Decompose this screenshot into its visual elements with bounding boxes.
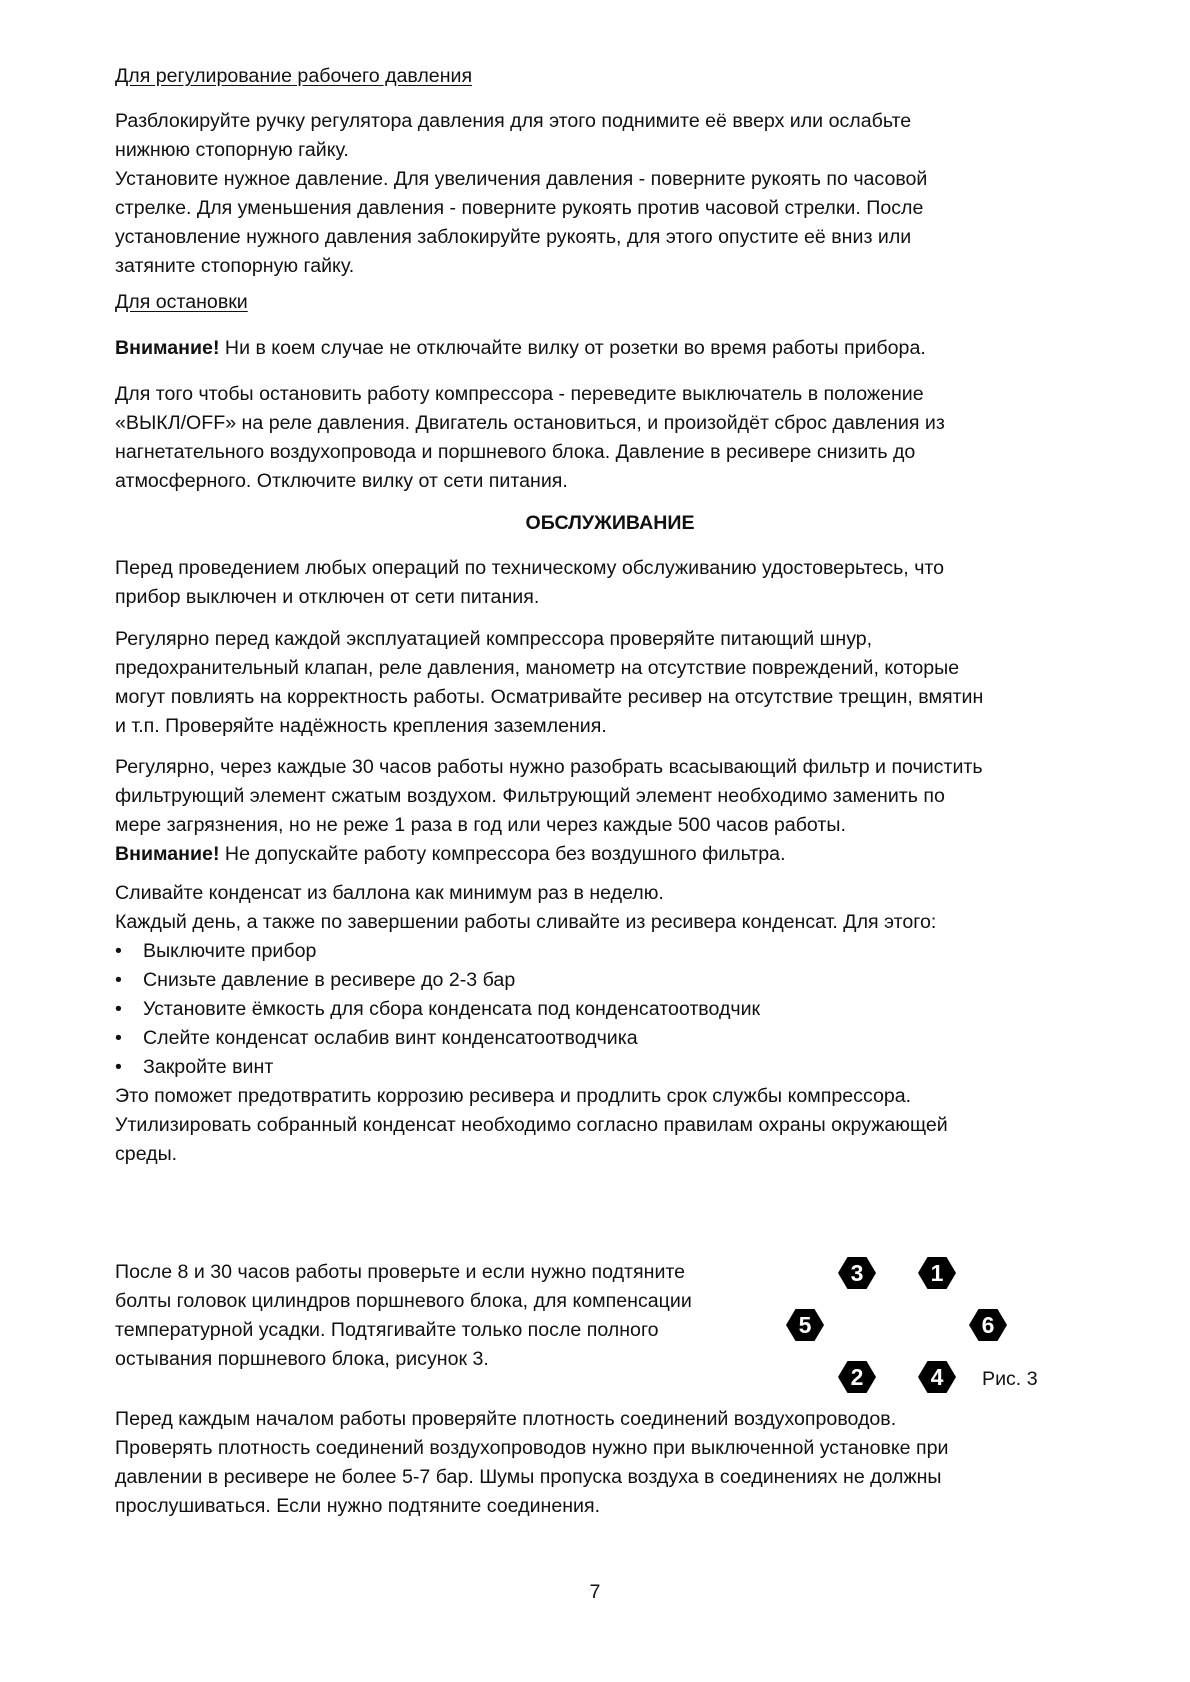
maintenance-para-7 — [115, 1405, 1105, 1521]
stop-section-title: Для остановки — [115, 291, 248, 313]
text-line: среды. — [115, 1143, 178, 1165]
warning-label: Внимание! — [115, 843, 220, 865]
bullet-icon: • — [115, 1027, 122, 1049]
bolt-number: 6 — [981, 1312, 995, 1338]
stop-warning — [115, 334, 1105, 363]
hex-bolt-icon — [969, 1309, 1007, 1341]
list-item — [115, 1024, 1105, 1053]
text-line: нагнетательного воздухопровода и поршневого блока. Давление в ресивере снизить до — [115, 441, 916, 463]
list-item — [115, 966, 1105, 995]
page-number: 7 — [589, 1581, 601, 1603]
text-line: Регулярно, через каждые 30 часов работы нужно разобрать всасывающий фильтр и почистить — [115, 756, 983, 778]
drain-steps-list — [115, 937, 1105, 1082]
text-line: затяните стопорную гайку. — [115, 255, 355, 277]
hex-bolt-icon — [786, 1309, 824, 1341]
text-line: и т.п. Проверяйте надёжность крепления заземления. — [115, 715, 607, 737]
bullet-icon: • — [115, 940, 122, 962]
text-line: Установите нужное давление. Для увеличения давления - поверните рукоять по часовой — [115, 168, 928, 190]
list-item — [115, 937, 1105, 966]
text-line: фильтрующий элемент сжатым воздухом. Фильтрующий элемент необходимо заменить по — [115, 785, 945, 807]
text-line: стрелке. Для уменьшения давления - поверните рукоять против часовой стрелки. После — [115, 197, 924, 219]
maintenance-para-6 — [115, 1258, 755, 1374]
text-line: Регулярно перед каждой эксплуатацией компрессора проверяйте питающий шнур, — [115, 628, 873, 650]
text-line: мере загрязнения, но не реже 1 раза в год или через каждые 500 часов работы. — [115, 814, 846, 836]
text-line: температурной усадки. Подтягивайте только после полного — [115, 1319, 659, 1341]
text-line: прибор выключен и отключен от сети питания. — [115, 586, 540, 608]
hex-bolt-icon — [918, 1361, 956, 1393]
text-line: Разблокируйте ручку регулятора давления для этого поднимите её вверх или ослабьте — [115, 110, 912, 132]
filter-warning — [115, 840, 1105, 869]
text-line: болты головок цилиндров поршневого блока, для компенсации — [115, 1290, 692, 1312]
text-line: Утилизировать собранный конденсат необходимо согласно правилам охраны окружающей — [115, 1114, 948, 1136]
text-line: «ВЫКЛ/OFF» на реле давления. Двигатель остановиться, и произойдёт сброс давления из — [115, 412, 945, 434]
bullet-icon: • — [115, 1056, 122, 1078]
figure-caption: Рис. 3 — [982, 1368, 1038, 1390]
bolt-number: 1 — [930, 1260, 944, 1286]
text-line: предохранительный клапан, реле давления, манометр на отсутствие повреждений, которые — [115, 657, 960, 679]
maintenance-para-3 — [115, 753, 1105, 869]
bolt-number: 5 — [798, 1312, 812, 1338]
warning-label: Внимание! — [115, 337, 220, 359]
text-line: нижнюю стопорную гайку. — [115, 139, 349, 161]
hex-bolt-icon — [838, 1257, 876, 1289]
bolt-order-figure — [770, 1240, 1090, 1400]
maintenance-para-2 — [115, 625, 1105, 741]
warning-text: Не допускайте работу компрессора без воздушного фильтра. — [219, 843, 786, 865]
maintenance-heading: ОБСЛУЖИВАНИЕ — [525, 512, 695, 534]
list-item-text: Снизьте давление в ресивере до 2-3 бар — [143, 969, 516, 991]
hex-bolt-icon — [838, 1361, 876, 1393]
list-item — [115, 1053, 1105, 1082]
text-line: давлении в ресивере не более 5-7 бар. Шумы пропуска воздуха в соединениях не должны — [115, 1466, 942, 1488]
hex-bolt-icon — [918, 1257, 956, 1289]
warning-text: Ни в коем случае не отключайте вилку от розетки во время работы прибора. — [219, 337, 926, 359]
maintenance-para-4 — [115, 879, 1105, 937]
bullet-icon: • — [115, 998, 122, 1020]
text-line: Каждый день, а также по завершении работы сливайте из ресивера конденсат. Для этого: — [115, 911, 937, 933]
pressure-instructions — [115, 107, 1105, 281]
text-line: установление нужного давления заблокируйте рукоять, для этого опустите её вниз или — [115, 226, 912, 248]
text-line: Для того чтобы остановить работу компрессора - переведите выключатель в положение — [115, 383, 924, 405]
maintenance-para-1 — [115, 554, 1105, 612]
list-item-text: Установите ёмкость для сбора конденсата под конденсатоотводчик — [143, 998, 761, 1020]
text-line: Перед проведением любых операций по техническому обслуживанию удостоверьтесь, что — [115, 557, 945, 579]
list-item-text: Слейте конденсат ослабив винт конденсатоотводчика — [143, 1027, 638, 1049]
bolt-number: 3 — [850, 1260, 864, 1286]
bolt-diagram — [770, 1240, 1090, 1400]
stop-instructions — [115, 380, 1105, 496]
text-line: Сливайте конденсат из баллона как минимум раз в неделю. — [115, 882, 664, 904]
bullet-icon: • — [115, 969, 122, 991]
bolt-number: 2 — [850, 1364, 864, 1390]
text-line: могут повлиять на корректность работы. Осматривайте ресивер на отсутствие трещин, вмятин — [115, 686, 984, 708]
bolt-number: 4 — [930, 1364, 944, 1390]
list-item-text: Выключите прибор — [143, 940, 317, 962]
maintenance-para-5 — [115, 1082, 1105, 1169]
text-line: прослушиваться. Если нужно подтяните соединения. — [115, 1495, 601, 1517]
text-line: После 8 и 30 часов работы проверьте и если нужно подтяните — [115, 1261, 686, 1283]
text-line: остывания поршневого блока, рисунок 3. — [115, 1348, 489, 1370]
pressure-section-title: Для регулирование рабочего давления — [115, 65, 473, 87]
text-line: Перед каждым началом работы проверяйте плотность соединений воздухопроводов. — [115, 1408, 897, 1430]
list-item-text: Закройте винт — [143, 1056, 274, 1078]
list-item — [115, 995, 1105, 1024]
text-line: Проверять плотность соединений воздухопроводов нужно при выключенной установке при — [115, 1437, 949, 1459]
text-line: атмосферного. Отключите вилку от сети питания. — [115, 470, 568, 492]
text-line: Это поможет предотвратить коррозию ресивера и продлить срок службы компрессора. — [115, 1085, 912, 1107]
